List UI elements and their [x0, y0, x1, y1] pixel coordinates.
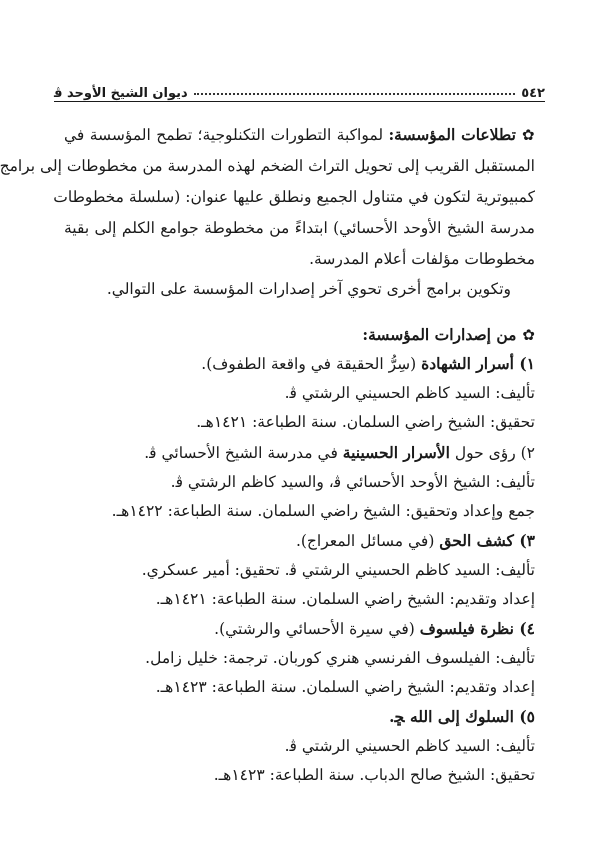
publication-line: إعداد وتقديم: الشيخ راضي السلمان. سنة الطباعة: ١٤٢١هـ. — [155, 590, 535, 608]
publication-line: إعداد وتقديم: الشيخ راضي السلمان. سنة الطباعة: ١٤٢٣هـ. — [155, 678, 535, 696]
flower-icon: ✿ — [521, 126, 535, 144]
publication-line: جمع وإعداد وتحقيق: الشيخ راضي السلمان. سنة الطباعة: ١٤٢٢هـ. — [111, 502, 535, 520]
intro-heading: تطلاعات المؤسسة: — [388, 125, 516, 144]
flower-icon: ✿ — [522, 326, 535, 344]
intro-line-5: مخطوطات مؤلفات أعلام المدرسة. — [309, 250, 535, 268]
publications-heading-line — [64, 324, 535, 346]
running-title: ديوان الشيخ الأوحد ﭬ — [54, 86, 188, 101]
publication-line: تحقيق: الشيخ صالح الدباب. سنة الطباعة: ١٤٢٣هـ. — [213, 766, 535, 784]
intro-line-4: مدرسة الشيخ الأوحد الأحسائي) ابتداءً من مخطوطة جوامع الكلم إلى بقية — [64, 219, 535, 237]
publication-title: ٣) كشف الحق (في مسائل المعراج). — [295, 531, 535, 550]
publication-title: ٤) نظرة فيلسوف (في سيرة الأحسائي والرشتي). — [214, 619, 535, 638]
publication-line: تأليف: السيد كاظم الحسيني الرشتي ﭬ. — [284, 737, 535, 755]
intro-line-2: المستقبل القريب إلى تحويل التراث الضخم لهذه المدرسة من مخطوطات إلى برامج — [0, 157, 535, 175]
publication-line: تحقيق: الشيخ راضي السلمان. سنة الطباعة: ١٤٢١هـ. — [196, 413, 535, 431]
publications-heading: من إصدارات المؤسسة: — [362, 325, 517, 344]
intro-line-6: وتكوين برامج أخرى تحوي آخر إصدارات المؤسسة على التوالي. — [106, 280, 511, 298]
publication-title: ٥) السلوك إلى الله ﮁ. — [389, 707, 535, 726]
publication-line: تأليف: الشيخ الأوحد الأحسائي ﭬ، والسيد كاظم الرشتي ﭬ. — [170, 473, 535, 491]
publication-line: تأليف: السيد كاظم الحسيني الرشتي ﭬ. تحقيق: أمير عسكري. — [141, 561, 535, 579]
publication-title: ١) أسرار الشهادة (سِرُّ الحقيقة في واقعة الطفوف). — [201, 354, 535, 373]
intro-line-1 — [64, 124, 535, 146]
running-header — [54, 79, 545, 102]
publication-line: تأليف: السيد كاظم الحسيني الرشتي ﭬ. — [284, 384, 535, 402]
header-dot-leader — [194, 93, 516, 95]
publication-title: ٢) رؤى حول الأسرار الحسينية في مدرسة الشيخ الأحسائي ﭬ. — [144, 443, 535, 462]
publication-line: تأليف: الفيلسوف الفرنسي هنري كوربان. ترجمة: خليل زامل. — [145, 649, 535, 667]
intro-text: لمواكبة التطورات التكنلوجية؛ تطمح المؤسسة في — [64, 126, 384, 144]
intro-line-3: كمبيوترية لتكون في متناول الجميع ونطلق عليها عنوان: (سلسلة مخطوطات — [53, 188, 535, 206]
page-number: ٥٤٢ — [521, 86, 545, 101]
